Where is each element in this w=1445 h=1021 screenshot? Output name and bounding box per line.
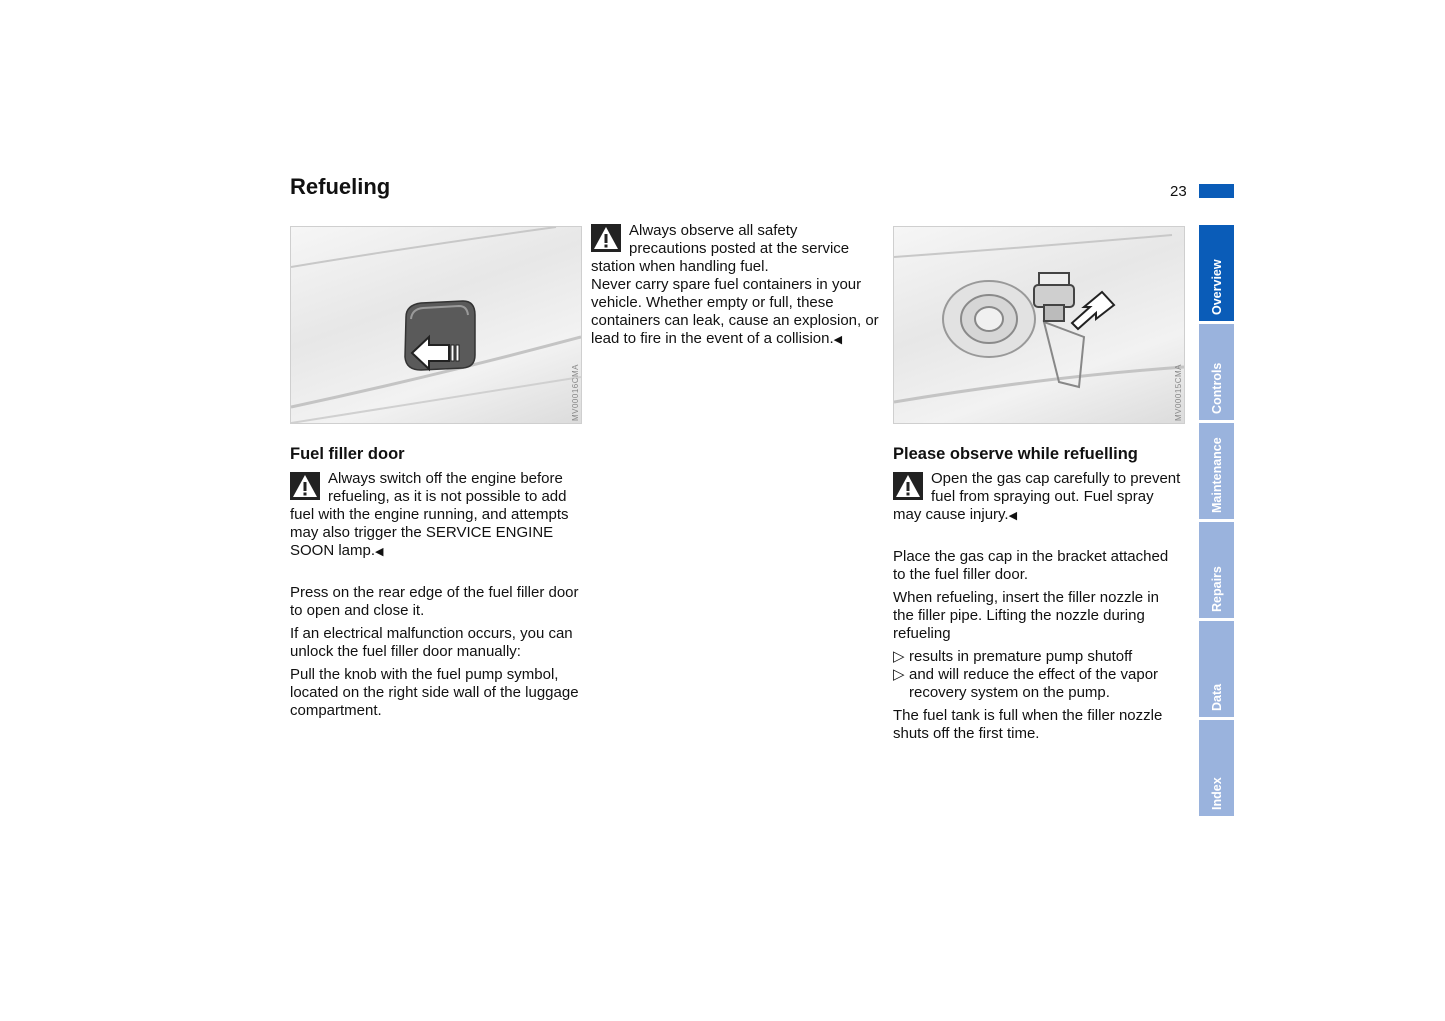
triangle-bullet-icon: ▷ [893,648,905,665]
end-marker-icon: ◀ [1008,510,1018,522]
paragraph: When refueling, insert the filler nozzle in the filler pipe. Lifting the nozzle during refueling [893,589,1159,642]
tab-data[interactable]: Data [1199,621,1234,717]
list-item: ▷ and will reduce the effect of the vapor recovery system on the pump. [893,666,1159,701]
end-marker-icon: ◀ [375,546,384,558]
figure-code: MV00016CMA [571,363,580,421]
page-title: Refueling [290,174,391,199]
paragraph: Press on the rear edge of the fuel filler door to open and close it. [290,584,579,619]
fuel-filler-door-section [290,444,580,725]
paragraph: The fuel tank is full when the filler nozzle shuts off the first time. [893,707,1163,742]
gas-cap-warning [893,470,1183,525]
page-marker [1199,184,1234,198]
safety-warning [591,222,879,349]
figure-code: MV00015CMA [1174,363,1183,421]
paragraph: Place the gas cap in the bracket attached to the fuel filler door. [893,548,1169,583]
triangle-bullet-icon: ▷ [893,666,905,683]
warning-triangle-icon [290,472,320,500]
section-heading: Fuel filler door [290,445,405,463]
tab-index[interactable]: Index [1199,720,1234,816]
fuel-filler-door-drawing [291,227,581,423]
fuel-filler-door-illustration [290,226,582,424]
paragraph: Pull the knob with the fuel pump symbol, located on the right side wall of the luggage compartment. [290,666,579,719]
paragraph: If an electrical malfunction occurs, you can unlock the fuel filler door manually: [290,625,573,660]
section-tabs [1199,225,1234,819]
bullet-list [893,648,1183,702]
warning-triangle-icon [591,224,621,252]
tab-maintenance[interactable]: Maintenance [1199,423,1234,519]
engine-warning [290,470,580,561]
safety-warning-text-2: Never carry spare fuel containers in your vehicle. Whether empty or full, these containers can leak, cause an explosion, or lead to fire in the event of a collision. [591,276,879,347]
tab-repairs[interactable]: Repairs [1199,522,1234,618]
section-heading: Please observe while refuelling [893,445,1138,463]
gas-cap-drawing [894,227,1184,423]
list-item: ▷ results in premature pump shutoff [893,648,1133,665]
page-number: 23 [1170,183,1187,200]
gas-cap-warning-text: Open the gas cap carefully to prevent fuel from spraying out. Fuel spray may cause injury. [893,470,1181,523]
warning-triangle-icon [893,472,923,500]
safety-column [591,222,879,354]
gas-cap-illustration [893,226,1185,424]
tab-controls[interactable]: Controls [1199,324,1234,420]
tab-overview[interactable]: Overview [1199,225,1234,321]
refuelling-section [893,444,1183,748]
engine-warning-text: Always switch off the engine before refueling, as it is not possible to add fuel with the engine running, and attempts may also trigger the SERVICE ENGINE SOON lamp. [290,470,569,559]
safety-warning-text-1: Always observe all safety precautions posted at the service station when handling fuel. [591,222,850,275]
end-marker-icon: ◀ [833,334,843,346]
